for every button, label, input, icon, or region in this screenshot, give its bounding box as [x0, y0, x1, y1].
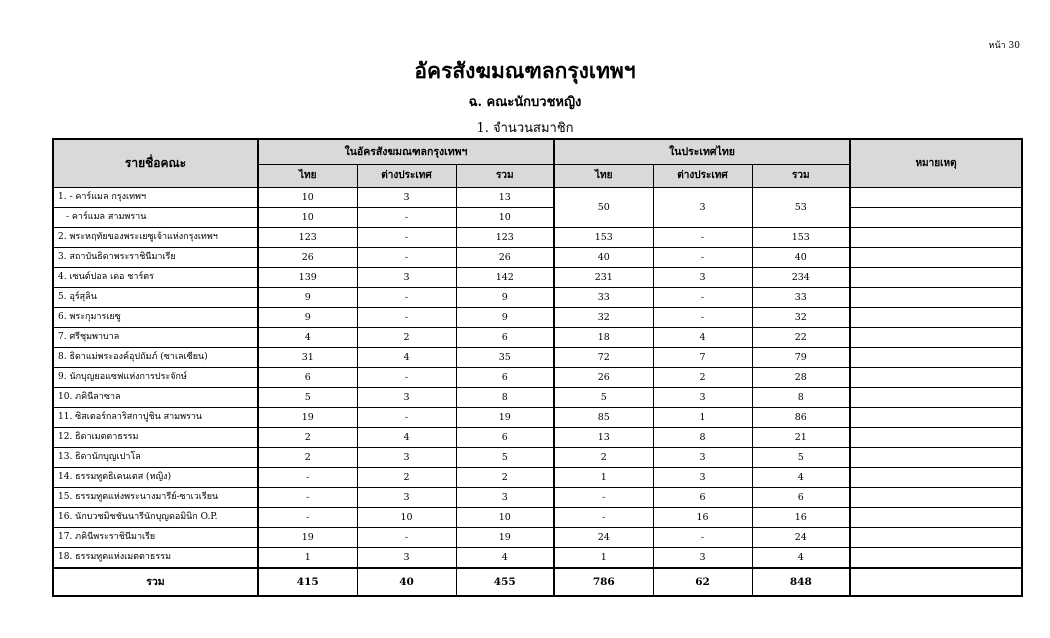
cell-th-thai: 72: [554, 348, 653, 368]
cell-bkk-total: 6: [456, 428, 554, 448]
cell-th-thai: 1: [554, 548, 653, 569]
cell-bkk-total: 9: [456, 288, 554, 308]
table-row: [53, 208, 1022, 228]
cell-th-total: 4: [752, 468, 850, 488]
cell-th-foreign: -: [653, 308, 752, 328]
cell-bkk-foreign: -: [357, 308, 456, 328]
cell-bkk-thai: -: [258, 488, 357, 508]
cell-th-foreign: -: [653, 228, 752, 248]
row-name: 11. ซิสเตอร์กลาริสกาปูชิน สามพราน: [53, 408, 258, 428]
cell-bkk-total: 9: [456, 308, 554, 328]
page-title: อัครสังฆมณฑลกรุงเทพฯ: [414, 58, 636, 83]
cell-remarks: [850, 428, 1022, 448]
cell-th-total: 32: [752, 308, 850, 328]
header-th-thai: ไทย: [554, 165, 653, 188]
cell-bkk-thai: 6: [258, 368, 357, 388]
cell-bkk-total: 19: [456, 408, 554, 428]
cell-remarks: [850, 468, 1022, 488]
cell-th-total: 86: [752, 408, 850, 428]
table-row: [53, 548, 1022, 569]
cell-bkk-foreign: -: [357, 288, 456, 308]
section-heading: 1. จำนวนสมาชิก: [476, 121, 574, 136]
cell-bkk-total: 35: [456, 348, 554, 368]
cell-th-total: 21: [752, 428, 850, 448]
row-name: 6. พระกุมารเยซู: [53, 308, 258, 328]
cell-bkk-foreign: 4: [357, 348, 456, 368]
table-row: [53, 268, 1022, 288]
total-bkk-thai: 415: [258, 568, 357, 596]
cell-th-thai: -: [554, 488, 653, 508]
cell-bkk-foreign: -: [357, 528, 456, 548]
cell-th-foreign: 3: [653, 548, 752, 569]
cell-th-thai: 18: [554, 328, 653, 348]
cell-remarks: [850, 488, 1022, 508]
total-th-foreign: 62: [653, 568, 752, 596]
cell-th-foreign: 2: [653, 368, 752, 388]
cell-bkk-thai: 1: [258, 548, 357, 569]
row-name: 17. ภคินีพระราชินีมาเรีย: [53, 528, 258, 548]
cell-remarks: [850, 248, 1022, 268]
header-group-bangkok: ในอัครสังฆมณฑลกรุงเทพฯ: [258, 139, 554, 165]
cell-remarks: [850, 388, 1022, 408]
cell-th-foreign: 16: [653, 508, 752, 528]
cell-th-total: 53: [752, 188, 850, 228]
table-row: [53, 328, 1022, 348]
cell-bkk-total: 6: [456, 328, 554, 348]
table-row: [53, 468, 1022, 488]
cell-bkk-total: 26: [456, 248, 554, 268]
cell-th-foreign: -: [653, 288, 752, 308]
cell-th-foreign: 7: [653, 348, 752, 368]
cell-bkk-foreign: -: [357, 368, 456, 388]
cell-bkk-total: 8: [456, 388, 554, 408]
cell-th-foreign: -: [653, 248, 752, 268]
table-row: [53, 528, 1022, 548]
row-name: - คาร์แมล สามพราน: [53, 208, 258, 228]
cell-th-thai: 2: [554, 448, 653, 468]
cell-bkk-total: 2: [456, 468, 554, 488]
cell-bkk-thai: 9: [258, 308, 357, 328]
table-row: [53, 188, 1022, 208]
cell-th-foreign: 4: [653, 328, 752, 348]
cell-bkk-thai: 123: [258, 228, 357, 248]
cell-bkk-foreign: 3: [357, 488, 456, 508]
cell-bkk-thai: -: [258, 468, 357, 488]
row-name: 15. ธรรมทูตแห่งพระนางมารีย์-ซาเวเรียน: [53, 488, 258, 508]
cell-th-thai: 5: [554, 388, 653, 408]
cell-bkk-thai: 31: [258, 348, 357, 368]
cell-remarks: [850, 528, 1022, 548]
cell-bkk-foreign: 3: [357, 548, 456, 569]
total-bkk-foreign: 40: [357, 568, 456, 596]
cell-th-total: 4: [752, 548, 850, 569]
cell-th-thai: -: [554, 508, 653, 528]
cell-bkk-total: 10: [456, 208, 554, 228]
row-name: 16. นักบวชมิชชันนารีนักบุญดอมินิก O.P.: [53, 508, 258, 528]
header-bkk-total: รวม: [456, 165, 554, 188]
cell-bkk-foreign: 10: [357, 508, 456, 528]
cell-th-total: 5: [752, 448, 850, 468]
cell-bkk-foreign: 2: [357, 328, 456, 348]
cell-bkk-foreign: -: [357, 228, 456, 248]
cell-th-total: 8: [752, 388, 850, 408]
cell-bkk-thai: 2: [258, 428, 357, 448]
cell-th-thai: 33: [554, 288, 653, 308]
cell-bkk-total: 13: [456, 188, 554, 208]
cell-th-thai: 50: [554, 188, 653, 228]
cell-th-thai: 153: [554, 228, 653, 248]
total-bkk-total: 455: [456, 568, 554, 596]
page-number: หน้า 30: [988, 41, 1020, 51]
header-group-thailand: ในประเทศไทย: [554, 139, 850, 165]
cell-remarks: [850, 288, 1022, 308]
row-name: 8. ธิดาแม่พระองค์อุปถัมภ์ (ซาเลเซียน): [53, 348, 258, 368]
cell-th-thai: 40: [554, 248, 653, 268]
row-name: 2. พระหฤทัยของพระเยซูเจ้าแห่งกรุงเทพฯ: [53, 228, 258, 248]
cell-bkk-thai: 9: [258, 288, 357, 308]
row-name: 5. อุร์สุลิน: [53, 288, 258, 308]
row-name: 14. ธรรมทูตธิเคนเตส (หญิง): [53, 468, 258, 488]
totals-label: รวม: [53, 568, 258, 596]
row-name: 3. สถาบันธิดาพระราชินีมาเรีย: [53, 248, 258, 268]
cell-bkk-foreign: 3: [357, 388, 456, 408]
cell-bkk-foreign: 3: [357, 448, 456, 468]
cell-bkk-total: 123: [456, 228, 554, 248]
total-remarks: [850, 568, 1022, 596]
cell-th-foreign: 3: [653, 468, 752, 488]
cell-remarks: [850, 508, 1022, 528]
cell-bkk-thai: 4: [258, 328, 357, 348]
cell-th-foreign: 8: [653, 428, 752, 448]
cell-th-total: 6: [752, 488, 850, 508]
cell-remarks: [850, 208, 1022, 228]
cell-bkk-total: 19: [456, 528, 554, 548]
cell-remarks: [850, 368, 1022, 388]
cell-th-total: 153: [752, 228, 850, 248]
table-row: [53, 368, 1022, 388]
header-bkk-foreign: ต่างประเทศ: [357, 165, 456, 188]
cell-th-thai: 231: [554, 268, 653, 288]
header-th-foreign: ต่างประเทศ: [653, 165, 752, 188]
row-name: 9. นักบุญยอแซฟแห่งการประจักษ์: [53, 368, 258, 388]
cell-th-foreign: 3: [653, 448, 752, 468]
cell-remarks: [850, 308, 1022, 328]
cell-remarks: [850, 448, 1022, 468]
table-row: [53, 228, 1022, 248]
cell-bkk-total: 4: [456, 548, 554, 569]
table-row: [53, 388, 1022, 408]
cell-th-foreign: 3: [653, 188, 752, 228]
table-row: [53, 488, 1022, 508]
cell-th-total: 24: [752, 528, 850, 548]
cell-th-total: 28: [752, 368, 850, 388]
cell-bkk-foreign: 3: [357, 188, 456, 208]
cell-remarks: [850, 268, 1022, 288]
cell-bkk-thai: -: [258, 508, 357, 528]
table-row: [53, 308, 1022, 328]
cell-th-total: 33: [752, 288, 850, 308]
cell-th-total: 234: [752, 268, 850, 288]
cell-th-foreign: 6: [653, 488, 752, 508]
cell-th-thai: 85: [554, 408, 653, 428]
cell-remarks: [850, 348, 1022, 368]
total-th-total: 848: [752, 568, 850, 596]
cell-remarks: [850, 408, 1022, 428]
cell-th-total: 79: [752, 348, 850, 368]
members-table: [52, 138, 1023, 597]
cell-th-total: 16: [752, 508, 850, 528]
cell-remarks: [850, 548, 1022, 569]
table-row: [53, 288, 1022, 308]
cell-bkk-thai: 19: [258, 408, 357, 428]
cell-th-total: 22: [752, 328, 850, 348]
cell-th-total: 40: [752, 248, 850, 268]
cell-bkk-total: 142: [456, 268, 554, 288]
cell-bkk-thai: 10: [258, 188, 357, 208]
cell-bkk-thai: 5: [258, 388, 357, 408]
cell-th-thai: 24: [554, 528, 653, 548]
row-name: 1. - คาร์แมล กรุงเทพฯ: [53, 188, 258, 208]
cell-bkk-total: 6: [456, 368, 554, 388]
page-subtitle: ฉ. คณะนักบวชหญิง: [468, 95, 582, 110]
cell-th-foreign: 3: [653, 268, 752, 288]
table-row: [53, 348, 1022, 368]
table-row: [53, 248, 1022, 268]
cell-bkk-total: 10: [456, 508, 554, 528]
cell-remarks: [850, 328, 1022, 348]
cell-bkk-thai: 26: [258, 248, 357, 268]
cell-bkk-thai: 19: [258, 528, 357, 548]
row-name: 13. ธิดานักบุญเปาโล: [53, 448, 258, 468]
header-bkk-thai: ไทย: [258, 165, 357, 188]
table-row: [53, 508, 1022, 528]
table-row: [53, 408, 1022, 428]
total-th-thai: 786: [554, 568, 653, 596]
cell-remarks: [850, 228, 1022, 248]
cell-bkk-foreign: -: [357, 408, 456, 428]
cell-bkk-foreign: 3: [357, 268, 456, 288]
header-th-total: รวม: [752, 165, 850, 188]
row-name: 12. ธิดาเมตตาธรรม: [53, 428, 258, 448]
row-name: 18. ธรรมทูตแห่งเมตตาธรรม: [53, 548, 258, 569]
cell-bkk-total: 3: [456, 488, 554, 508]
cell-th-thai: 13: [554, 428, 653, 448]
cell-th-foreign: -: [653, 528, 752, 548]
row-name: 4. เซนต์ปอล เดอ ชาร์ตร: [53, 268, 258, 288]
cell-bkk-total: 5: [456, 448, 554, 468]
header-name: รายชื่อคณะ: [53, 139, 258, 188]
cell-th-thai: 26: [554, 368, 653, 388]
row-name: 7. ศรีชุมพาบาล: [53, 328, 258, 348]
cell-bkk-foreign: 2: [357, 468, 456, 488]
cell-bkk-thai: 139: [258, 268, 357, 288]
cell-th-thai: 32: [554, 308, 653, 328]
table-row: [53, 448, 1022, 468]
cell-remarks: [850, 188, 1022, 208]
cell-bkk-thai: 2: [258, 448, 357, 468]
cell-bkk-foreign: -: [357, 248, 456, 268]
table-row: [53, 428, 1022, 448]
cell-th-foreign: 3: [653, 388, 752, 408]
totals-row: [53, 568, 1022, 596]
header-remarks: หมายเหตุ: [850, 139, 1022, 188]
cell-th-thai: 1: [554, 468, 653, 488]
cell-bkk-foreign: -: [357, 208, 456, 228]
cell-bkk-thai: 10: [258, 208, 357, 228]
row-name: 10. ภคินีลาซาล: [53, 388, 258, 408]
cell-bkk-foreign: 4: [357, 428, 456, 448]
cell-th-foreign: 1: [653, 408, 752, 428]
